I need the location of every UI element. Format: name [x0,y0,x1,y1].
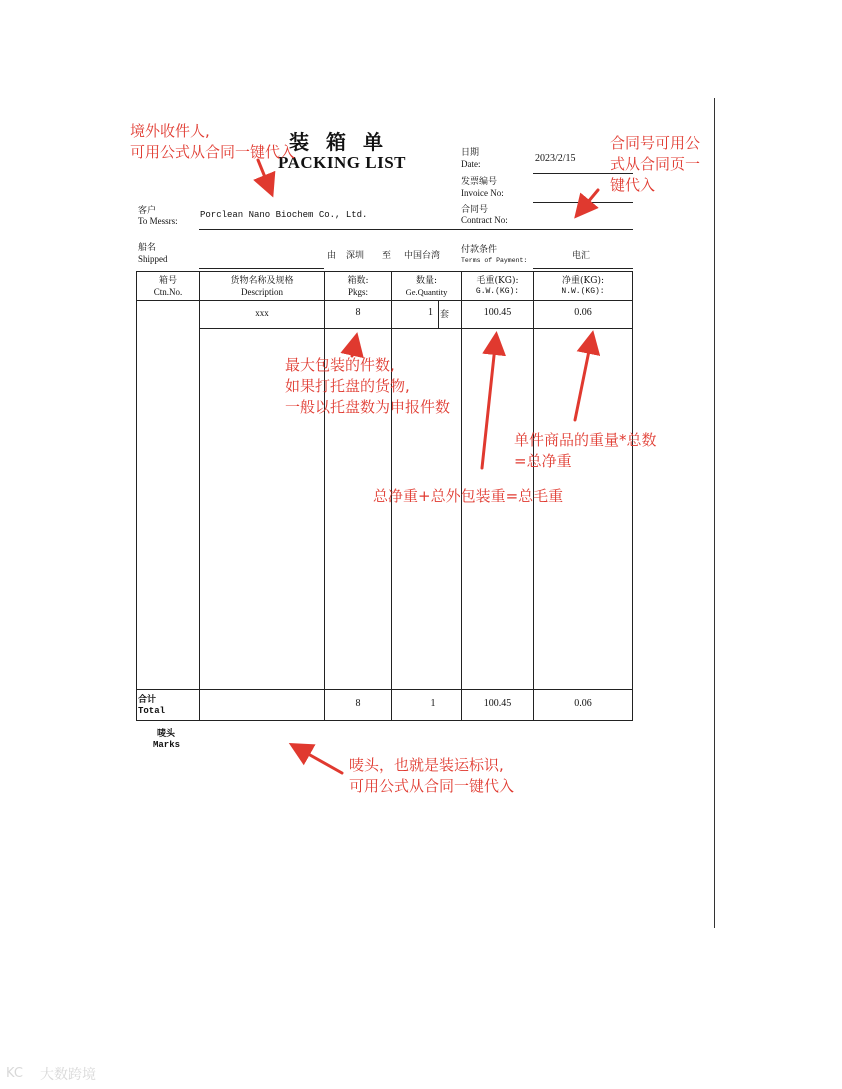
customer-label-en: To Messrs: [138,216,178,226]
page-edge-line [714,98,715,928]
header-desc-en: Description [241,287,283,297]
ship-label-en: Shipped [138,254,168,264]
row-pkgs: 8 [355,307,361,318]
arrow-pkgs [352,338,356,356]
annotation-marks-line1: 唛头，也就是装运标识, [349,756,504,774]
route-from: 深圳 [346,251,365,261]
title-en: PACKING LIST [278,153,407,172]
annotation-nw-line1: 单件商品的重量*总数 [514,431,657,449]
header-pkgs-en: Pkgs: [347,287,368,297]
contract-underline [461,229,633,230]
annotation-gw-line1: 总净重+总外包装重=总毛重 [373,487,564,505]
total-label-cn: 合计 [138,695,157,705]
arrow-consignee [258,160,271,192]
row-gw: 100.45 [483,307,512,318]
header-desc-cn: 货物名称及规格 [230,276,294,286]
total-quantity: 1 [430,698,436,709]
invoice-label-cn: 发票编号 [461,177,498,187]
invoice-label-en: Invoice No: [461,188,504,198]
date-value: 2023/2/15 [535,153,576,164]
date-label-en: Date: [461,159,481,169]
annotation-consignee-line1: 境外收件人, [130,122,210,140]
header-ctn-en: Ctn.No. [153,287,183,297]
total-nw: 0.06 [574,698,592,709]
header-gw-en: G.W.(KG): [475,287,520,296]
annotation-marks-line2: 可用公式从合同一键代入 [349,777,515,795]
contract-label-cn: 合同号 [461,205,489,215]
row-unit: 套 [440,310,450,320]
annotation-pkgs-line1: 最大包装的件数, [285,356,395,374]
annotation-pkgs-line3: 一般以托盘数为申报件数 [285,398,451,416]
header-nw-cn: 净重(KG): [562,276,604,286]
total-pkgs: 8 [355,698,361,709]
route-from-label: 由 [327,251,337,261]
customer-value: Porclean Nano Biochem Co., Ltd. [200,210,368,220]
payment-label-en: Terms of Payment: [461,257,528,264]
svg-text:KC: KC [6,1066,23,1080]
arrow-nw [575,336,592,420]
marks-label-cn: 唛头 [157,729,176,739]
table-top-line [136,271,633,272]
invoice-underline [533,202,633,203]
payment-value: 电汇 [572,251,591,261]
annotation-contract-line2: 式从合同页一 [610,155,701,173]
total-label-en: Total [138,706,166,716]
header-ctn-cn: 箱号 [158,276,177,286]
table-total-top-line [136,689,633,690]
header-pkgs-cn: 箱数: [347,276,369,286]
header-nw-en: N.W.(KG): [561,287,605,296]
table-col-line-1 [199,271,200,721]
row-description: xxx [255,308,269,318]
annotation-nw-line2: =总净重 [514,452,572,470]
header-qty-cn: 数量: [415,276,438,286]
arrow-gw [482,337,496,468]
table-row-bottom-line [199,328,633,329]
route-to: 中国台湾 [404,251,441,261]
annotation-pkgs-line2: 如果打托盘的货物, [285,377,410,395]
header-qty-en: Ge.Quantity [405,287,448,297]
marks-label-en: Marks [153,740,181,750]
total-gw: 100.45 [483,698,512,709]
watermark-icon [6,1064,36,1080]
customer-label-cn: 客户 [138,206,157,216]
table-col-line-2 [324,271,325,721]
row-quantity: 1 [428,307,433,318]
row-nw: 0.06 [574,307,592,318]
annotation-contract-line1: 合同号可用公 [610,134,701,152]
customer-underline [199,229,461,230]
watermark-text: 大数跨境 [40,1067,96,1083]
payment-underline [533,268,633,269]
date-label-cn: 日期 [461,148,480,158]
table-unit-divider [438,300,439,328]
table-col-line-6 [632,271,633,721]
annotation-consignee-line2: 可用公式从合同一键代入 [130,143,296,161]
table-bottom-line [136,720,633,721]
payment-label-cn: 付款条件 [461,245,498,255]
annotation-contract-line3: 键代入 [610,176,656,194]
ship-label-cn: 船名 [138,243,157,253]
table-header-bottom-line [136,300,633,301]
contract-label-en: Contract No: [461,215,508,225]
arrow-marks [294,746,342,773]
title-cn: 装 箱 单 [289,132,389,154]
table-col-line-0 [136,271,137,721]
watermark-logo [6,1064,36,1080]
route-to-label: 至 [382,251,392,261]
ship-underline [199,268,324,269]
header-gw-cn: 毛重(KG): [476,276,519,286]
